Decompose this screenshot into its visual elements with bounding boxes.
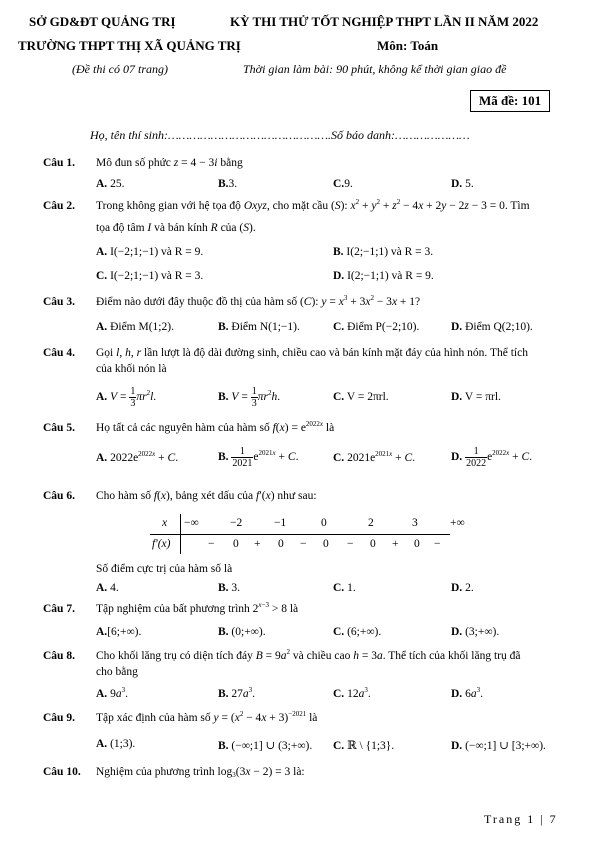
q3-b-value: Điểm N(1;−1).: [231, 321, 300, 333]
q4-option-b[interactable]: B. V = $\frac{1}{3}$ $\pi r^2h$.: [218, 386, 281, 409]
q1-a-value: 25: [110, 178, 122, 190]
q8-text-line1: Cho khối lăng trụ có diện tích đáy $B = 9a^2$ và chiều cao h = 3a. Thể tích của khối lăng trụ đã: [96, 648, 521, 662]
sign-table-f-z4: 0: [370, 538, 376, 550]
q9-option-b[interactable]: B. (−∞;1] ∪ (3;+∞).: [218, 740, 313, 752]
q8-option-d[interactable]: D. $6a^3$.: [451, 686, 483, 700]
q4-text-line1: Gọi l, h, r lần lượt là độ dài đường sinh, chiều cao và bán kính mặt đáy của hình nón. Thể tích: [96, 347, 528, 359]
q1-c-value: 9: [344, 178, 350, 190]
q10-number: Câu 10.: [43, 766, 81, 778]
q1-option-d[interactable]: D. 5.: [451, 178, 474, 190]
q7-d-value: (3;+∞).: [465, 626, 500, 638]
q3-number: Câu 3.: [43, 296, 75, 308]
q3-text: Điểm nào dưới đây thuộc đồ thị của hàm số (C): $y = x^3 + 3x^2 - 3x + 1$?: [96, 294, 421, 308]
sign-table-f-s4: −: [347, 538, 354, 550]
header-subject: Môn: Toán: [377, 38, 439, 53]
q3-option-b[interactable]: B. Điểm N(1;−1).: [218, 321, 300, 333]
q2-option-a[interactable]: A. I(−2;1;−1) và R = 9.: [96, 246, 204, 258]
q6-b-value: 3: [231, 582, 238, 594]
q5-option-c[interactable]: C. $2021e^{2021x} + C$.: [333, 450, 416, 464]
q3-a-value: Điểm M(1;2).: [110, 321, 174, 333]
q2-text-line2: tọa độ tâm I và bán kính R của (S).: [96, 222, 256, 234]
q9-option-d[interactable]: D. (−∞;1] ∪ [3;+∞).: [451, 740, 546, 752]
sign-table-f-z5: 0: [414, 538, 420, 550]
q7-option-c[interactable]: C. (6;+∞).: [333, 626, 382, 638]
sign-table-f-s5: +: [392, 538, 399, 550]
q6-option-d[interactable]: D. 2.: [451, 582, 474, 594]
q9-c-value: ℝ \ {1;3}.: [347, 740, 395, 752]
q6-d-value: 2: [465, 582, 471, 594]
q5-option-b[interactable]: B. $\frac{1}{2021}$ $e^{2021x} + C$.: [218, 446, 299, 469]
q2-option-d[interactable]: D. I(2;−1;1) và R = 9.: [333, 270, 434, 282]
q4-number: Câu 4.: [43, 347, 75, 359]
q3-option-d[interactable]: D. Điểm Q(2;10).: [451, 321, 533, 333]
q8-text-line2: cho bằng: [96, 666, 138, 678]
q3-d-value: Điểm Q(2;10).: [465, 321, 533, 333]
q4-option-a[interactable]: A. V = $\frac{1}{3}$ $\pi r^2l$.: [96, 386, 157, 409]
sign-table-f-s3: −: [300, 538, 307, 550]
q2-number: Câu 2.: [43, 200, 75, 212]
q7-b-value: (0;+∞).: [231, 626, 266, 638]
q1-option-b[interactable]: B.3.: [218, 178, 238, 190]
q9-d-value: (−∞;1] ∪ [3;+∞).: [465, 740, 546, 752]
q6-number: Câu 6.: [43, 490, 75, 502]
q9-number: Câu 9.: [43, 712, 75, 724]
q8-option-a[interactable]: A. $9a^3$.: [96, 686, 128, 700]
header-time-note: Thời gian làm bài: 90 phút, không kể thời gian giao đề: [243, 62, 507, 76]
q3-option-a[interactable]: A. Điểm M(1;2).: [96, 321, 174, 333]
sign-table-f-s1: −: [208, 538, 215, 550]
q9-b-value: (−∞;1] ∪ (3;+∞).: [231, 740, 313, 752]
q9-option-c[interactable]: C. ℝ \ {1;3}.: [333, 740, 395, 752]
q4-d-value: V = πrl.: [464, 391, 501, 403]
q2-option-c[interactable]: C. I(−2;1;−1) và R = 3.: [96, 270, 204, 282]
q6-a-value: 4: [110, 582, 116, 594]
sign-table-f-z3: 0: [323, 538, 329, 550]
q8-option-c[interactable]: C. $12a^3$.: [333, 686, 371, 700]
exam-code-box: Mã đề: 101: [470, 90, 550, 112]
header-school: TRƯỜNG THPT THỊ XÃ QUẢNG TRỊ: [18, 38, 241, 53]
q7-option-d[interactable]: D. (3;+∞).: [451, 626, 500, 638]
sign-table-x-m1: −1: [274, 517, 287, 529]
q1-option-c[interactable]: C.9.: [333, 178, 353, 190]
q4-c-value: V = 2πrl.: [346, 391, 389, 403]
q1-number: Câu 1.: [43, 157, 75, 169]
q1-text: Mô đun số phức z = 4 − 3i bằng: [96, 157, 243, 169]
sign-table-x-neg-inf: −∞: [184, 517, 199, 529]
q6-option-b[interactable]: B. 3.: [218, 582, 241, 594]
q2-option-b[interactable]: B. I(2;−1;1) và R = 3.: [333, 246, 434, 258]
q6-option-a[interactable]: A. 4.: [96, 582, 119, 594]
sign-table-x-m2: −2: [230, 517, 243, 529]
sign-table-f-z1: 0: [233, 538, 239, 550]
q2-c-value: I(−2;1;−1) và R = 3.: [110, 270, 204, 282]
q9-text: Tập xác định của hàm số $y = (x^2 - 4x + 3)^{-2021}$ là: [96, 710, 318, 724]
q3-c-value: Điểm P(−2;10).: [347, 321, 420, 333]
q7-a-value: [6;+∞).: [107, 626, 142, 638]
q4-text-line2: của khối nón là: [96, 363, 167, 375]
q4-option-d[interactable]: D. V = πrl.: [451, 391, 501, 403]
q10-text: Nghiệm của phương trình $\log_3(3x - 2) = 3$ là:: [96, 766, 305, 779]
q7-c-value: (6;+∞).: [347, 626, 382, 638]
header-dept: SỞ GD&ĐT QUẢNG TRỊ: [29, 14, 176, 29]
q1-option-a[interactable]: A. 25.: [96, 178, 125, 190]
q1-b-value: 3: [228, 178, 235, 190]
q7-option-b[interactable]: B. (0;+∞).: [218, 626, 266, 638]
q8-number: Câu 8.: [43, 650, 75, 662]
q4-option-c[interactable]: C. V = 2πrl.: [333, 391, 389, 403]
q2-b-value: I(2;−1;1) và R = 3.: [346, 246, 434, 258]
q6-option-c[interactable]: C. 1.: [333, 582, 356, 594]
sign-table-hline: [150, 534, 450, 535]
sign-table-x-0: 0: [321, 517, 327, 529]
header-pages-note: (Đề thi có 07 trang): [72, 62, 168, 76]
q2-text-line1: Trong không gian với hệ tọa độ Oxyz, cho mặt cầu (S): $x^2 + y^2 + z^2 - 4x + 2y - 2z - 3 = 0$. Tìm: [96, 198, 530, 212]
sign-table-x-2: 2: [368, 517, 374, 529]
sign-table-x-3: 3: [412, 517, 418, 529]
q7-text: Tập nghiệm của bất phương trình $2^{x-3} > 8$ là: [96, 601, 299, 615]
student-info-line: Họ, tên thí sinh:……………………………………….Số báo danh:…………………: [90, 128, 470, 142]
page-number: Trang 1 | 7: [484, 812, 558, 826]
q9-option-a[interactable]: A. (1;3).: [96, 738, 136, 750]
q1-d-value: 5: [465, 178, 471, 190]
q5-option-a[interactable]: A. $2022e^{2022x} + C$.: [96, 450, 179, 464]
q6-after-text: Số điểm cực trị của hàm số là: [96, 563, 233, 575]
q7-option-a[interactable]: A.[6;+∞).: [96, 626, 142, 638]
header-exam-title: KỲ THI THỬ TỐT NGHIỆP THPT LẦN II NĂM 2022: [230, 14, 539, 29]
q6-c-value: 1: [347, 582, 353, 594]
q3-option-c[interactable]: C. Điểm P(−2;10).: [333, 321, 420, 333]
sign-table-f-s2: +: [254, 538, 261, 550]
q5-option-d[interactable]: D. $\frac{1}{2022}$ $e^{2022x} + C$.: [451, 446, 533, 469]
sign-table-x-label: x: [162, 517, 168, 529]
q5-number: Câu 5.: [43, 422, 75, 434]
sign-table-x-pos-inf: +∞: [450, 517, 465, 529]
sign-table-f-z2: 0: [278, 538, 284, 550]
q2-a-value: I(−2;1;−1) và R = 9.: [110, 246, 204, 258]
q7-number: Câu 7.: [43, 603, 75, 615]
q6-text: Cho hàm số f(x), bảng xét dấu của f′(x) như sau:: [96, 490, 317, 502]
q9-a-value: (1;3).: [110, 738, 136, 750]
q2-d-value: I(2;−1;1) và R = 9.: [347, 270, 434, 282]
sign-table-f-s6: −: [434, 538, 441, 550]
sign-table: [150, 514, 480, 554]
q8-option-b[interactable]: B. $27a^3$.: [218, 686, 256, 700]
q5-text: Họ tất cả các nguyên hàm của hàm số $f(x) = e^{2022x}$ là: [96, 420, 335, 434]
sign-table-f-label: f′(x): [152, 538, 171, 550]
